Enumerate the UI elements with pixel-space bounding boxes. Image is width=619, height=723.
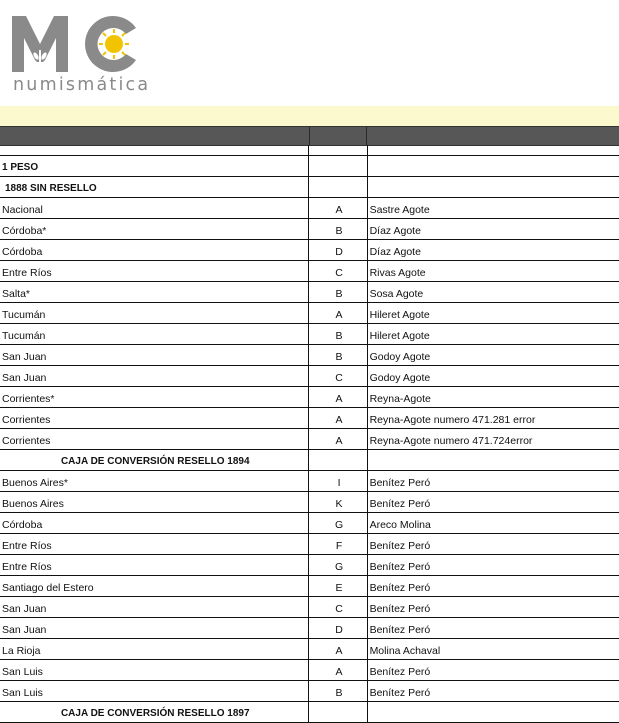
mint-letter-cell: B: [309, 219, 367, 240]
signers-cell: Benítez Peró: [367, 555, 619, 576]
signers-cell: Godoy Agote: [367, 345, 619, 366]
table-row: [0, 240, 619, 261]
table-row: [0, 345, 619, 366]
table-row: [0, 576, 619, 597]
mint-letter-cell: C: [309, 366, 367, 387]
table-row: [0, 198, 619, 219]
signers-cell: Hileret Agote: [367, 324, 619, 345]
signers-cell: Díaz Agote: [367, 219, 619, 240]
table-row: [0, 387, 619, 408]
province-cell: Santiago del Estero: [0, 576, 309, 597]
province-cell: Corrientes*: [0, 387, 309, 408]
mint-letter-cell: A: [309, 429, 367, 450]
table-row: [0, 429, 619, 450]
section-row-1897-title: CAJA DE CONVERSIÓN RESELLO 1897: [0, 702, 309, 723]
logo-wordmark: numismática: [13, 75, 151, 95]
table-row: [0, 219, 619, 240]
section-row-1897: [0, 702, 619, 723]
province-cell: Córdoba: [0, 513, 309, 534]
signers-cell: Godoy Agote: [367, 366, 619, 387]
mint-letter-cell: D: [309, 618, 367, 639]
signers-cell: Benítez Peró: [367, 471, 619, 492]
table-row: [0, 408, 619, 429]
table-row: [0, 660, 619, 681]
table-header-bar: [0, 126, 619, 146]
mint-letter-cell: G: [309, 513, 367, 534]
section-row-1888: [0, 177, 619, 198]
mint-letter-cell: E: [309, 576, 367, 597]
title-row: [0, 156, 619, 177]
signers-cell: Sastre Agote: [367, 198, 619, 219]
mc-logo-mark: [10, 10, 145, 80]
table-row: [0, 597, 619, 618]
section-row-1894-title: CAJA DE CONVERSIÓN RESELLO 1894: [0, 450, 309, 471]
mint-letter-cell: K: [309, 492, 367, 513]
province-cell: Córdoba*: [0, 219, 309, 240]
coin-catalog-table: [0, 145, 619, 723]
province-cell: Entre Ríos: [0, 555, 309, 576]
signers-cell: Díaz Agote: [367, 240, 619, 261]
province-cell: San Juan: [0, 366, 309, 387]
mc-numismatica-logo: [10, 10, 151, 102]
signers-cell: Benítez Peró: [367, 492, 619, 513]
mint-letter-cell: G: [309, 555, 367, 576]
header-band: [0, 106, 619, 126]
table-row: [0, 681, 619, 702]
province-cell: Buenos Aires: [0, 492, 309, 513]
signers-cell: Hileret Agote: [367, 303, 619, 324]
table-row: [0, 555, 619, 576]
signers-cell: Reyna-Agote numero 471.724error: [367, 429, 619, 450]
mint-letter-cell: B: [309, 345, 367, 366]
province-cell: Tucumán: [0, 303, 309, 324]
mint-letter-cell: A: [309, 660, 367, 681]
table-row: [0, 492, 619, 513]
mint-letter-cell: A: [309, 408, 367, 429]
signers-cell: Benítez Peró: [367, 597, 619, 618]
signers-cell: Benítez Peró: [367, 534, 619, 555]
mint-letter-cell: A: [309, 198, 367, 219]
table-row: [0, 639, 619, 660]
mint-letter-cell: B: [309, 681, 367, 702]
empty-cell: [309, 450, 367, 471]
empty-cell: [367, 702, 619, 723]
province-cell: La Rioja: [0, 639, 309, 660]
province-cell: Entre Ríos: [0, 534, 309, 555]
signers-cell: Rivas Agote: [367, 261, 619, 282]
table-row: [0, 618, 619, 639]
signers-cell: Benítez Peró: [367, 681, 619, 702]
mint-letter-cell: A: [309, 387, 367, 408]
mint-letter-cell: C: [309, 261, 367, 282]
signers-cell: Benítez Peró: [367, 618, 619, 639]
province-cell: Tucumán: [0, 324, 309, 345]
signers-cell: Areco Molina: [367, 513, 619, 534]
signers-cell: Molina Achaval: [367, 639, 619, 660]
province-cell: Corrientes: [0, 429, 309, 450]
province-cell: Buenos Aires*: [0, 471, 309, 492]
section-title-1888: 1888 SIN RESELLO: [0, 177, 309, 198]
mint-letter-cell: C: [309, 597, 367, 618]
sun-icon: [99, 29, 129, 59]
province-cell: Nacional: [0, 198, 309, 219]
empty-cell: [309, 702, 367, 723]
mint-letter-cell: D: [309, 240, 367, 261]
mint-letter-cell: A: [309, 639, 367, 660]
spacer-row: [0, 145, 619, 156]
signers-cell: Benítez Peró: [367, 660, 619, 681]
denomination-title: 1 PESO: [0, 156, 309, 177]
table-row: [0, 513, 619, 534]
table-row: [0, 261, 619, 282]
province-cell: San Juan: [0, 345, 309, 366]
mint-letter-cell: B: [309, 324, 367, 345]
signers-cell: Benítez Peró: [367, 576, 619, 597]
province-cell: San Luis: [0, 660, 309, 681]
signers-cell: Sosa Agote: [367, 282, 619, 303]
mint-letter-cell: F: [309, 534, 367, 555]
table-row: [0, 534, 619, 555]
province-cell: San Luis: [0, 681, 309, 702]
mint-letter-cell: B: [309, 282, 367, 303]
table-row: [0, 324, 619, 345]
province-cell: Corrientes: [0, 408, 309, 429]
table-row: [0, 366, 619, 387]
province-cell: Salta*: [0, 282, 309, 303]
province-cell: Entre Ríos: [0, 261, 309, 282]
mint-letter-cell: A: [309, 303, 367, 324]
mint-letter-cell: I: [309, 471, 367, 492]
section-row-1894: [0, 450, 619, 471]
table-row: [0, 303, 619, 324]
table-row: [0, 471, 619, 492]
empty-cell: [367, 450, 619, 471]
province-cell: San Juan: [0, 597, 309, 618]
signers-cell: Reyna-Agote numero 471.281 error: [367, 408, 619, 429]
signers-cell: Reyna-Agote: [367, 387, 619, 408]
table-row: [0, 282, 619, 303]
province-cell: San Juan: [0, 618, 309, 639]
province-cell: Córdoba: [0, 240, 309, 261]
